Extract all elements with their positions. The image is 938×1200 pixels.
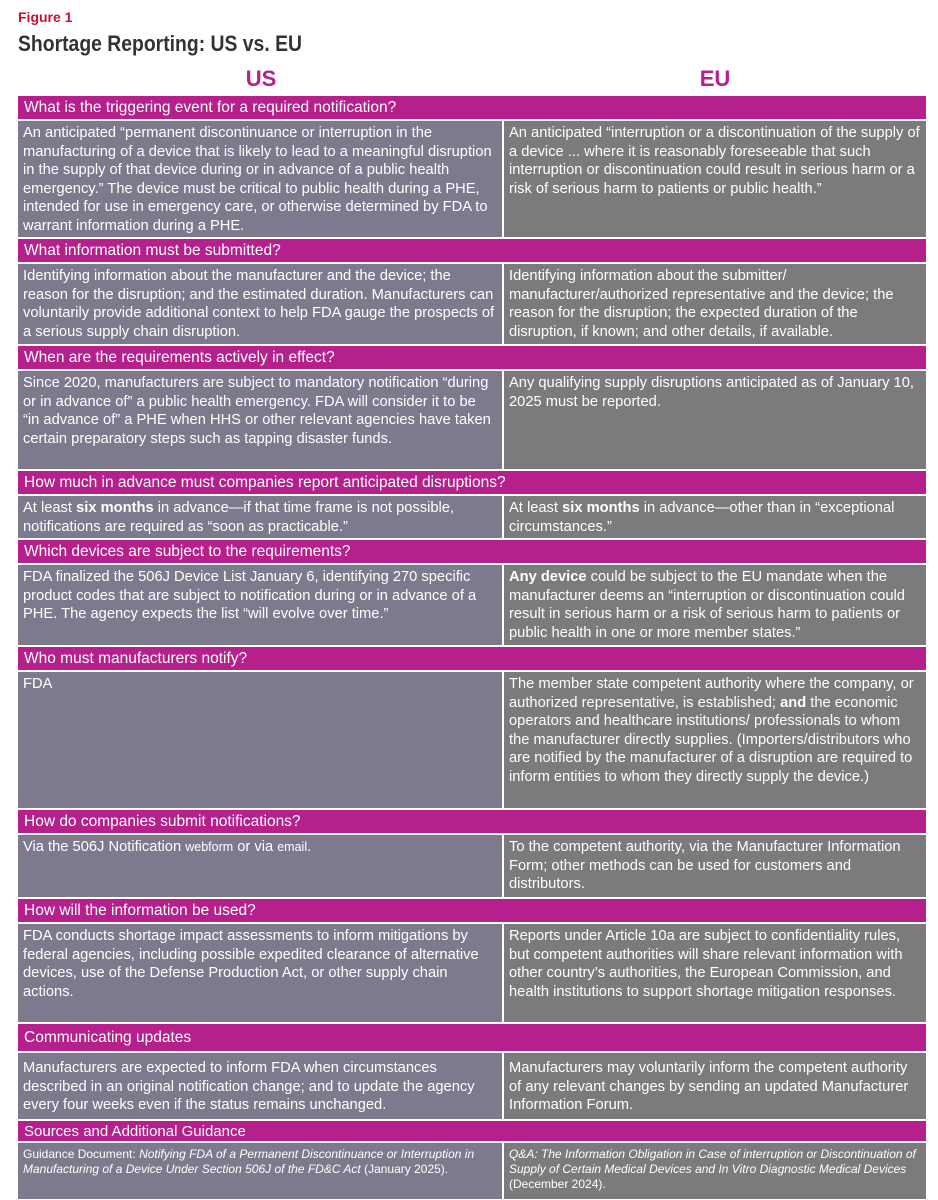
eu-answer: Any device could be subject to the EU mandate when the manufacturer deems an “interruption or discontinuation could result in serious harm or a risk of serious harm to patients or public health in one or more member states.”: [504, 565, 926, 645]
table-row: [18, 494, 926, 538]
question-how-to-submit: How do companies submit notifications?: [18, 808, 926, 833]
eu-answer: Identifying information about the submitter/ manufacturer/authorized representative and the device; the reason for the disruption; the expected duration of the disruption, if known; and other details, if available.: [504, 264, 926, 344]
eu-source: Q&A: The Information Obligation in Case of interruption or Discontinuation of Supply of Certain Medical Devices and In Vitro Diagnostic Medical Devices (December 2024).: [504, 1143, 926, 1199]
eu-answer: Any qualifying supply disruptions anticipated as of January 10, 2025 must be reported.: [504, 371, 926, 469]
us-source: Guidance Document: Notifying FDA of a Permanent Discontinuance or Interruption in Manufacturing of a Device Under Section 506J of the FD&C Act (January 2025).: [18, 1143, 504, 1199]
us-answer: Via the 506J Notification webform or via email.: [18, 835, 504, 897]
us-source-title[interactable]: Notifying FDA of a Permanent Discontinuance or Interruption in Manufacturing of a Device Under Section 506J of the FD&C Act: [23, 1147, 475, 1176]
table-row: [18, 262, 926, 344]
table-row: [18, 922, 926, 1022]
table-row: [18, 369, 926, 469]
eu-answer: An anticipated “interruption or a discontinuation of the supply of a device ... where it is reasonably foreseeable that such interruption or discontinuation could result in serious harm or a risk of serious harm to patients or public health.”: [504, 121, 926, 237]
question-advance-notice: How much in advance must companies report anticipated disruptions?: [18, 469, 926, 494]
table-row: [18, 119, 926, 237]
column-headers: [18, 66, 926, 94]
us-answer: FDA finalized the 506J Device List January 6, identifying 270 specific product codes that are subject to notification during or in advance of a PHE. The agency expects the list “will evolve over time.”: [18, 565, 504, 645]
question-information-submitted: What information must be submitted?: [18, 237, 926, 262]
emphasis: and: [780, 694, 807, 711]
us-answer: Since 2020, manufacturers are subject to mandatory notification “during or in advance of” a public health emergency. FDA will consider it to be “in advance of” a PHE when HHS or other relevant agencies have taken certain preparatory steps such as tapping disaster funds.: [18, 371, 504, 469]
eu-answer: At least six months in advance—other than in “exceptional circumstances.”: [504, 496, 926, 538]
question-communicating-updates: Communicating updates: [18, 1022, 926, 1051]
column-header-eu: EU: [699, 66, 731, 91]
comparison-table: [18, 94, 926, 1199]
us-answer: Identifying information about the manufacturer and the device; the reason for the disruption; and the estimated duration. Manufacturers can voluntarily provide additional context to help FDA gauge the prospects of a serious supply chain disruption.: [18, 264, 504, 344]
figure-title: Shortage Reporting: US vs. EU: [18, 31, 302, 56]
us-answer: FDA: [18, 672, 504, 808]
eu-answer: Reports under Article 10a are subject to confidentiality rules, but competent authorities will share relevant information with other country’s authorities, the European Commission, and health institutions to support shortage mitigation responses.: [504, 924, 926, 1022]
eu-answer: The member state competent authority where the company, or authorized representative, is established; and the economic operators and healthcare institutions/ professionals to whom the manufacturer directly supplies. (Importers/distributors who are notified by the manufacturer of a disruption are required to inform entities to whom they directly supply the device.): [504, 672, 926, 808]
us-answer: Manufacturers are expected to inform FDA when circumstances described in an original notification change; and to update the agency every four weeks even if the status remains unchanged.: [18, 1053, 504, 1119]
webform-link[interactable]: webform: [185, 840, 234, 854]
email-link[interactable]: email: [277, 840, 308, 854]
us-answer: FDA conducts shortage impact assessments to inform mitigations by federal agencies, including possible expedited clearance of alternative devices, use of the Defense Production Act, or other supply chain actions.: [18, 924, 504, 1022]
sources-heading: Sources and Additional Guidance: [18, 1119, 926, 1141]
question-information-use: How will the information be used?: [18, 897, 926, 922]
us-answer: An anticipated “permanent discontinuance or interruption in the manufacturing of a device that is likely to lead to a meaningful disruption in the supply of that device during or in advance of a public health emergency.” The device must be critical to public health during a PHE, intended for use in emergency care, or otherwise determined by FDA to warrant information during a PHE.: [18, 121, 504, 237]
question-requirements-in-effect: When are the requirements actively in effect?: [18, 344, 926, 369]
question-devices-subject: Which devices are subject to the requirements?: [18, 538, 926, 563]
sources-row: [18, 1141, 926, 1199]
table-row: [18, 833, 926, 897]
eu-answer: To the competent authority, via the Manufacturer Information Form; other methods can be used for customers and distributors.: [504, 835, 926, 897]
eu-source-title[interactable]: Q&A: The Information Obligation in Case of interruption or Discontinuation of Supply of Certain Medical Devices and In Vitro Diagnostic Medical Devices: [509, 1147, 916, 1176]
table-row: [18, 1051, 926, 1119]
eu-answer: Manufacturers may voluntarily inform the competent authority of any relevant changes by sending an updated Manufacturer Information Forum.: [504, 1053, 926, 1119]
column-header-us: US: [245, 66, 277, 91]
emphasis: six months: [76, 500, 154, 516]
figure-label: Figure 1: [18, 9, 73, 25]
emphasis: six months: [562, 500, 640, 516]
question-triggering-event: What is the triggering event for a required notification?: [18, 94, 926, 119]
emphasis: Any device: [509, 569, 587, 585]
us-answer: At least six months in advance—if that time frame is not possible, notifications are required as “soon as practicable.”: [18, 496, 504, 538]
table-row: [18, 563, 926, 645]
table-row: [18, 670, 926, 808]
question-who-to-notify: Who must manufacturers notify?: [18, 645, 926, 670]
